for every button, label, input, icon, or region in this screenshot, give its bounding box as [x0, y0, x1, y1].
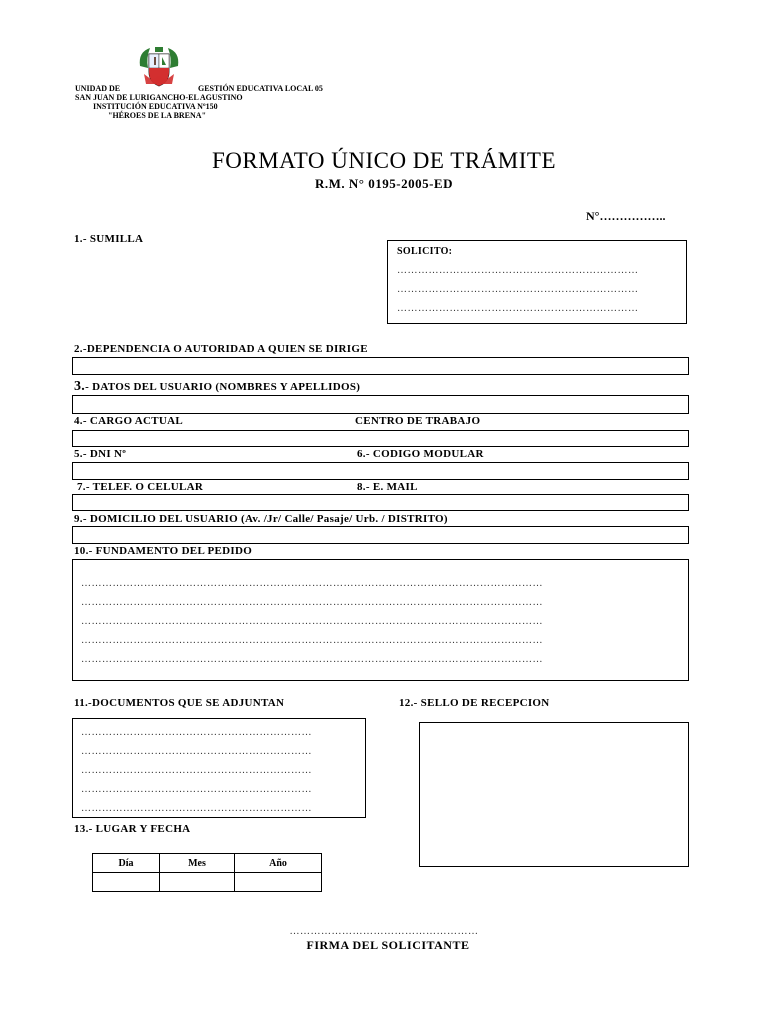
- documentos-line: …………………………………………………………: [81, 803, 312, 814]
- fundamento-line: ……………………………………………………………………………………………………………………: [81, 578, 543, 589]
- section-dni-label: 5.- DNI Nº: [74, 448, 127, 460]
- page-subtitle: R.M. N° 0195-2005-ED: [315, 176, 453, 191]
- section-cargo-label: 4.- CARGO ACTUAL: [74, 415, 183, 427]
- documentos-box[interactable]: [72, 718, 366, 818]
- section-telefono-label: 7.- TELEF. O CELULAR: [77, 481, 204, 493]
- document-number: N°……………..: [586, 209, 666, 223]
- domicilio-field[interactable]: [72, 526, 689, 544]
- documentos-line: …………………………………………………………: [81, 727, 312, 738]
- section-datos-usuario-label: [74, 379, 360, 395]
- dependencia-field[interactable]: [72, 357, 689, 375]
- telefono-email-field[interactable]: [72, 494, 689, 511]
- header-district: SAN JUAN DE LURIGANCHO-EL AGUSTINO: [75, 93, 243, 102]
- solicito-line: ……………………………………………………………: [397, 303, 639, 314]
- sello-recepcion-box: [419, 722, 689, 867]
- dni-codigo-field[interactable]: [72, 462, 689, 480]
- fecha-anio-cell[interactable]: [235, 873, 322, 892]
- section-fundamento-label: 10.- FUNDAMENTO DEL PEDIDO: [74, 545, 253, 557]
- fundamento-line: ……………………………………………………………………………………………………………………: [81, 597, 543, 608]
- fundamento-box[interactable]: [72, 559, 689, 681]
- fecha-table: [92, 853, 322, 892]
- firma-line: ………………………………………………: [289, 926, 479, 937]
- cargo-centro-field[interactable]: [72, 430, 689, 447]
- section-documentos-label: 11.-DOCUMENTOS QUE SE ADJUNTAN: [74, 697, 285, 709]
- fecha-mes-header: Mes: [160, 854, 235, 873]
- section-codigo-modular-label: 6.- CODIGO MODULAR: [357, 448, 484, 460]
- section-sello-label: 12.- SELLO DE RECEPCION: [399, 697, 550, 709]
- fecha-dia-header: Día: [93, 854, 160, 873]
- section-centro-trabajo-label: CENTRO DE TRABAJO: [355, 415, 481, 427]
- page-title: FORMATO ÚNICO DE TRÁMITE: [211, 148, 557, 173]
- fecha-anio-header: Año: [235, 854, 322, 873]
- header-ugel: GESTIÓN EDUCATIVA LOCAL 05: [198, 84, 323, 93]
- header-institution-name: "HÉROES DE LA BRENA": [108, 111, 207, 120]
- solicito-line: ……………………………………………………………: [397, 265, 639, 276]
- solicito-box[interactable]: [387, 240, 687, 324]
- section-sumilla-label: 1.- SUMILLA: [74, 233, 144, 245]
- section-3-number: 3.: [74, 379, 86, 394]
- documentos-line: …………………………………………………………: [81, 746, 312, 757]
- section-3-text: - DATOS DEL USUARIO (NOMBRES Y APELLIDOS): [85, 381, 361, 393]
- documentos-line: …………………………………………………………: [81, 765, 312, 776]
- section-dependencia-label: 2.-DEPENDENCIA O AUTORIDAD A QUIEN SE DIRIGE: [74, 343, 368, 355]
- section-domicilio-label: 9.- DOMICILIO DEL USUARIO (Av. /Jr/ Calle/ Pasaje/ Urb. / DISTRITO): [74, 513, 448, 525]
- header-institution: INSTITUCIÓN EDUCATIVA Nº150: [93, 102, 218, 111]
- header-unidad: UNIDAD DE: [75, 84, 121, 93]
- fundamento-line: ……………………………………………………………………………………………………………………: [81, 654, 543, 665]
- solicito-label: SOLICITO:: [397, 246, 453, 257]
- firma-solicitante-label: FIRMA DEL SOLICITANTE: [306, 938, 470, 952]
- section-lugar-fecha-label: 13.- LUGAR Y FECHA: [74, 823, 191, 835]
- coat-of-arms-seal: [136, 44, 182, 88]
- solicito-line: ……………………………………………………………: [397, 284, 639, 295]
- fundamento-line: ……………………………………………………………………………………………………………………: [81, 616, 543, 627]
- section-email-label: 8.- E. MAIL: [357, 481, 418, 493]
- nombres-apellidos-field[interactable]: [72, 395, 689, 414]
- documentos-line: …………………………………………………………: [81, 784, 312, 795]
- fundamento-line: ……………………………………………………………………………………………………………………: [81, 635, 543, 646]
- fecha-mes-cell[interactable]: [160, 873, 235, 892]
- fecha-dia-cell[interactable]: [93, 873, 160, 892]
